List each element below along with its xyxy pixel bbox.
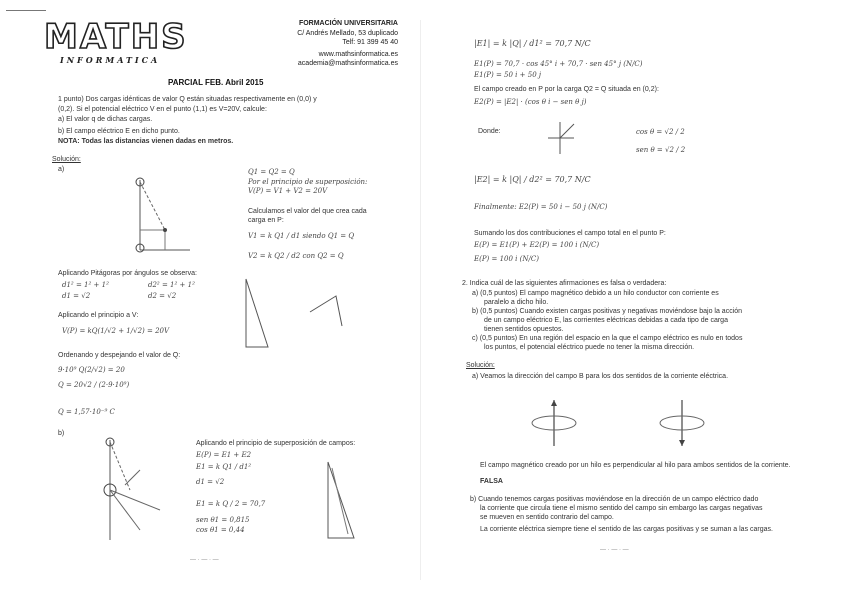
right-top-eq: |E1| = k |Q| / d1² = 70,7 N/C: [474, 39, 591, 48]
q1-diagram-a: [110, 170, 200, 260]
q1-b-text: sen θ1 = 0,815: [196, 516, 250, 524]
header-web: www.mathsinformatica.es: [318, 51, 398, 58]
q1-triangle-right: [238, 275, 278, 353]
logo-title: MATHS: [44, 17, 188, 57]
q1-b-text: d1 = √2: [196, 478, 225, 486]
right-field-eq: E2(P) = |E2| · (cos θ i − sen θ j): [474, 98, 587, 106]
q1-triangle-small: [306, 292, 346, 332]
q2-statement: 2. Indica cuál de las siguientes afirmaciones es falsa o verdadera:: [462, 280, 667, 287]
right-top-eq: E1(P) = 70,7 · cos 45° i + 70,7 · sen 45° j (N/C): [474, 60, 643, 68]
q1-q-result: 9·10⁹ Q(2/√2) = 20: [58, 366, 125, 374]
q2-item: paralelo a dicho hilo.: [484, 299, 549, 306]
q1-d-line: d1² = 1² + 1²: [62, 281, 109, 289]
q1-statement-line: 1 punto) Dos cargas idénticas de valor Q están situadas respectivamente en (0,0) y: [58, 96, 317, 103]
q2-wire-diagram-right: [652, 398, 712, 448]
right-e2-eq: |E2| = k |Q| / d2² = 70,7 N/C: [474, 175, 591, 184]
q1-solution-label: Solución:: [52, 156, 81, 163]
q2-b-text: b) Cuando tenemos cargas positivas moviéndose en la dirección de un campo eléctrico dado: [470, 496, 759, 503]
right-fin: Finalmente: E2(P) = 50 i − 50 j (N/C): [474, 203, 608, 211]
logo-subtitle: INFORMATICA: [60, 55, 161, 65]
scan-mark: [6, 10, 46, 11]
q1-statement-line: b) El campo eléctrico E en dicho punto.: [58, 128, 180, 135]
q1-a-text: V2 = k Q2 / d2 con Q2 = Q: [248, 252, 344, 260]
q1-b-text: Aplicando el principio de superposición de campos:: [196, 440, 356, 447]
q1-note: NOTA: Todas las distancias vienen dadas en metros.: [58, 138, 234, 145]
column-divider: [420, 20, 421, 580]
q1-pythagoras: Aplicando Pitágoras por ángulos se observa:: [58, 270, 197, 277]
header-address: C/ Andrés Mellado, 53 duplicado: [297, 30, 398, 37]
exam-title: PARCIAL FEB. Abril 2015: [168, 78, 264, 87]
q1-d-line: d2 = √2: [148, 292, 177, 300]
right-donde: Donde:: [478, 128, 501, 135]
q2-b-text: se mueven en sentido contrario del campo.: [480, 514, 614, 521]
right-sin-eq: sen θ = √2 / 2: [636, 146, 686, 154]
q1-q-result: Q = 1,57·10⁻⁹ C: [58, 408, 115, 416]
q2-a-result: FALSA: [480, 478, 503, 485]
q1-a-text: carga en P:: [248, 217, 284, 224]
q1-b-text: cos θ1 = 0,44: [196, 526, 245, 534]
q1-a-text: V1 = k Q1 / d1 siendo Q1 = Q: [248, 232, 355, 240]
right-cos-eq: cos θ = √2 / 2: [636, 128, 685, 136]
q1-apply: Aplicando el principio a V:: [58, 312, 139, 319]
q2-item: los puntos, el potencial eléctrico puede no tener la misma dirección.: [484, 344, 695, 351]
q1-d-line: d1 = √2: [62, 292, 91, 300]
q1-b-text: E1 = k Q1 / d1²: [196, 463, 252, 471]
q1-d-line: d2² = 1² + 1²: [148, 281, 195, 289]
right-final: E(P) = 100 i (N/C): [474, 255, 539, 263]
q1-a-text: Por el principio de superposición:: [248, 178, 368, 186]
q1-diagram-b: [80, 430, 190, 550]
page-footer-mark: — · — · —: [190, 557, 219, 563]
q1-b-label: b): [58, 430, 65, 437]
q1-a-text: Calculamos el valor del que crea cada: [248, 208, 367, 215]
header-email: academia@mathsinformatica.es: [297, 60, 398, 67]
q2-item: c) (0,5 puntos) En una región del espacio en la que el campo eléctrico es nulo en todos: [472, 335, 743, 342]
q1-b-text: E1 = k Q / 2 = 70,7: [196, 500, 266, 508]
q2-b-text: la corriente que circula tiene el mismo sentido del campo sin embargo las cargas negativas: [480, 505, 763, 512]
q1-a-text: V(P) = V1 + V2 = 20V: [248, 187, 328, 195]
right-field-label: El campo creado en P por la carga Q2 = Q situada en (0,2):: [474, 86, 659, 93]
page-footer-mark-right: — · — · —: [600, 547, 629, 553]
q1-triangle-b: [318, 458, 362, 548]
q1-b-text: E(P) = E1 + E2: [196, 451, 252, 459]
q2-a-conclusion: El campo magnético creado por un hilo es perpendicular al hilo para ambos sentidos de la corriente.: [480, 462, 791, 469]
right-sum-eq: E(P) = E1(P) + E2(P) = 100 i (N/C): [474, 241, 600, 249]
q2-item: tienen sentidos opuestos.: [484, 326, 564, 333]
header-phone: Telf: 91 399 45 40: [342, 39, 398, 46]
q1-statement-line: a) El valor q de dichas cargas.: [58, 116, 153, 123]
right-angle-diagram: [540, 118, 580, 158]
q1-statement-line: (0,2). Si el potencial eléctrico V en el punto (1,1) es V=20V, calcule:: [58, 106, 267, 113]
q2-item: de un campo eléctrico E, las corrientes eléctricas debidas a cada tipo de carga: [484, 317, 728, 324]
q1-q-result: Q = 20√2 / (2·9·10⁹): [58, 381, 130, 389]
q2-wire-diagram-left: [524, 398, 584, 448]
q2-item: b) (0,5 puntos) Cuando existen cargas positivas y negativas moviéndose bajo la acción: [472, 308, 743, 315]
q2-solution-label: Solución:: [466, 362, 495, 369]
q2-a-text: a) Veamos la dirección del campo B para los dos sentidos de la corriente eléctrica.: [472, 373, 729, 380]
q2-item: a) (0,5 puntos) El campo magnético debido a un hilo conductor con corriente es: [472, 290, 719, 297]
right-top-eq: E1(P) = 50 i + 50 j: [474, 71, 542, 79]
right-sum-label: Sumando los dos contribuciones el campo total en el punto P:: [474, 230, 666, 237]
header-org: FORMACIÓN UNIVERSITARIA: [298, 20, 398, 27]
q1-solve: Ordenando y despejando el valor de Q:: [58, 352, 181, 359]
q1-a-text: Q1 = Q2 = Q: [248, 168, 295, 176]
q1-a-label: a): [58, 166, 65, 173]
q1-v-sum: V(P) = kQ(1/√2 + 1/√2) = 20V: [62, 327, 170, 335]
q2-b-text: La corriente eléctrica siempre tiene el sentido de las cargas positivas y se suman a las cargas.: [480, 526, 773, 533]
